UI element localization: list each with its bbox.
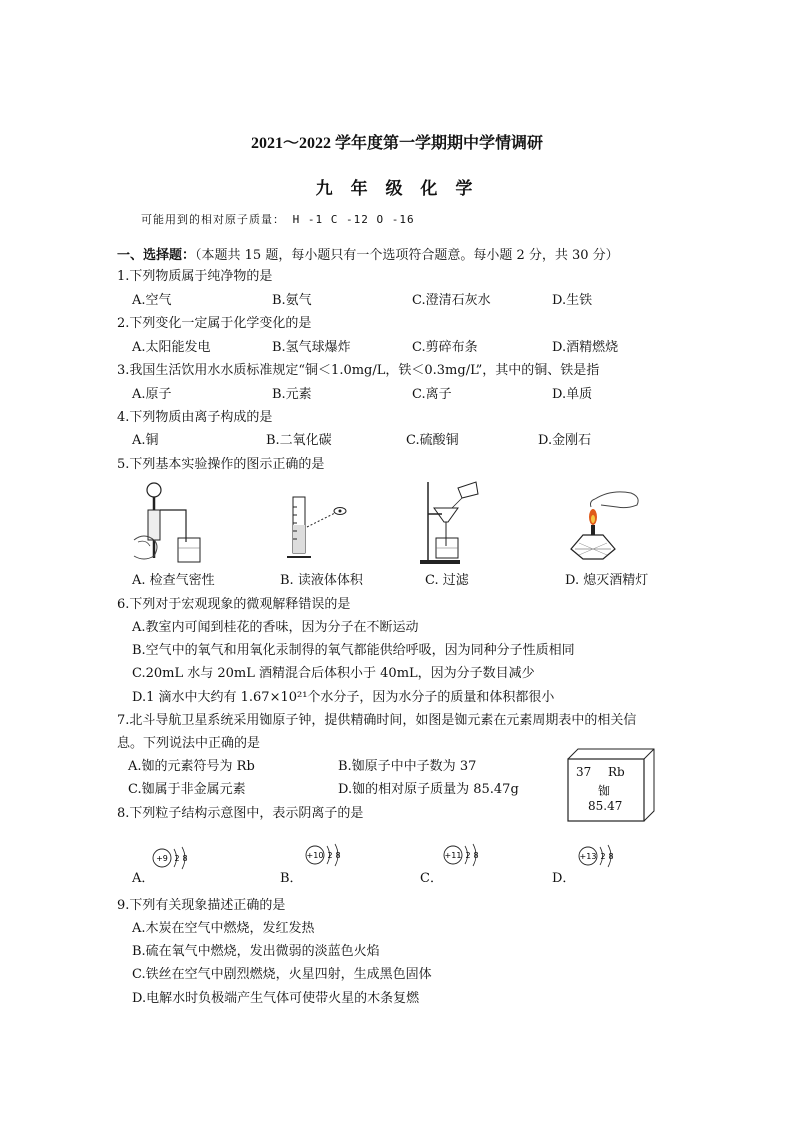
filtration-figure: [418, 478, 488, 568]
option-b: B. 读液体体积: [280, 573, 363, 588]
particle-diagram-b: [303, 840, 349, 870]
option-a: A.原子: [132, 387, 172, 402]
option-b: B.氨气: [272, 293, 312, 308]
element-atomic-mass: 85.47: [588, 799, 623, 813]
option-c: C.澄清石灰水: [412, 293, 491, 308]
question-stem: 6.下列对于宏观现象的微观解释错误的是: [117, 597, 351, 612]
shell-1-electrons: 2: [174, 854, 180, 863]
option-a: A.铷的元素符号为 Rb: [128, 759, 255, 774]
option-d: D. 熄灭酒精灯: [565, 573, 649, 588]
nucleus-charge: +9: [156, 854, 168, 863]
option-c: C.剪碎布条: [412, 340, 478, 355]
option-d: D．: [552, 871, 576, 886]
element-name: 铷: [598, 784, 611, 798]
section-heading: [117, 244, 619, 263]
option-b: B.元素: [272, 387, 312, 402]
option-a: A.教室内可闻到桂花的香味，因为分子在不断运动: [132, 620, 419, 635]
option-a: A．: [132, 871, 155, 886]
alcohol-lamp-figure: [565, 485, 645, 565]
nucleus-charge: +10: [306, 851, 324, 860]
option-d: D.铷的相对原子质量为 85.47g: [338, 782, 519, 797]
option-c: C.20mL 水与 20mL 酒精混合后体积小于 40mL，因为分子数目减少: [132, 666, 535, 681]
element-atomic-number: 37: [576, 765, 592, 779]
section-instructions: （本题共 15 题，每小题只有一个选项符合题意。每小题 2 分，共 30 分）: [195, 248, 619, 263]
question-stem-line-2: 息。下列说法中正确的是: [117, 736, 261, 751]
option-d: D.生铁: [552, 293, 593, 308]
option-c: C.离子: [412, 387, 452, 402]
shell-2-electrons: 8: [335, 851, 341, 860]
question-stem: 4.下列物质由离子构成的是: [117, 410, 273, 425]
option-a: A.铜: [132, 433, 159, 448]
question-stem-line-1: 7.北斗导航卫星系统采用铷原子钟，提供精确时间，如图是铷元素在元素周期表中的相关信: [117, 713, 637, 728]
question-stem: 2.下列变化一定属于化学变化的是: [117, 316, 312, 331]
nucleus-charge: +11: [444, 851, 462, 860]
particle-diagram-a: [150, 843, 196, 873]
shell-1-electrons: 2: [465, 851, 471, 860]
option-b: B.空气中的氧气和用氧化汞制得的氧气都能供给呼吸，因为同种分子性质相同: [132, 643, 575, 658]
question-stem: 9.下列有关现象描述正确的是: [117, 898, 286, 913]
option-d: D.单质: [552, 387, 593, 402]
option-b: B．: [280, 871, 303, 886]
option-d: D.电解水时负极端产生气体可使带火星的木条复燃: [132, 991, 420, 1006]
option-b: B.铷原子中中子数为 37: [338, 759, 477, 774]
option-c: C. 过滤: [425, 573, 469, 588]
option-d: D.酒精燃烧: [552, 340, 619, 355]
option-b: B.氢气球爆炸: [272, 340, 351, 355]
question-stem: 8.下列粒子结构示意图中，表示阴离子的是: [117, 806, 364, 821]
option-a: A.太阳能发电: [132, 340, 211, 355]
section-title: 一、选择题：: [117, 248, 196, 263]
shell-1-electrons: 2: [327, 851, 333, 860]
element-tile-rubidium: [568, 749, 654, 821]
shell-2-electrons: 8: [608, 852, 614, 861]
particle-diagram-c: [441, 840, 487, 870]
particle-diagram-d: [576, 841, 622, 871]
exam-title: 2021～2022 学年度第一学期期中学情调研: [250, 135, 543, 152]
option-c: C.硫酸铜: [406, 433, 459, 448]
option-c: C.铷属于非金属元素: [128, 782, 246, 797]
question-stem: 1.下列物质属于纯净物的是: [117, 269, 273, 284]
graduated-cylinder-figure: [285, 495, 355, 565]
option-c: C.铁丝在空气中剧烈燃烧，火星四射，生成黑色固体: [132, 967, 432, 982]
atomic-masses-note: 可能用到的相对原子质量： H -1 C -12 O -16: [141, 213, 415, 226]
question-stem: 3.我国生活饮用水水质标准规定“铜＜1.0mg/L，铁＜0.3mg/L”，其中的铜、铁是指: [117, 363, 600, 378]
option-a: A. 检查气密性: [132, 573, 215, 588]
option-d: D.1 滴水中大约有 1.67×10²¹个水分子，因为水分子的质量和体积都很小: [132, 690, 555, 705]
shell-2-electrons: 8: [182, 854, 188, 863]
option-a: A.木炭在空气中燃烧，发红发热: [132, 921, 315, 936]
option-d: D.金刚石: [538, 433, 592, 448]
option-b: B.硫在氧气中燃烧，发出微弱的淡蓝色火焰: [132, 944, 380, 959]
nucleus-charge: +13: [579, 852, 597, 861]
option-a: A.空气: [132, 293, 172, 308]
exam-subtitle: 九 年 级 化 学: [315, 179, 479, 199]
airtightness-check-figure: [128, 480, 208, 570]
shell-2-electrons: 8: [473, 851, 479, 860]
option-c: C．: [420, 871, 443, 886]
shell-1-electrons: 2: [600, 852, 606, 861]
question-stem: 5.下列基本实验操作的图示正确的是: [117, 457, 325, 472]
option-b: B.二氧化碳: [266, 433, 332, 448]
element-symbol: Rb: [608, 765, 625, 779]
